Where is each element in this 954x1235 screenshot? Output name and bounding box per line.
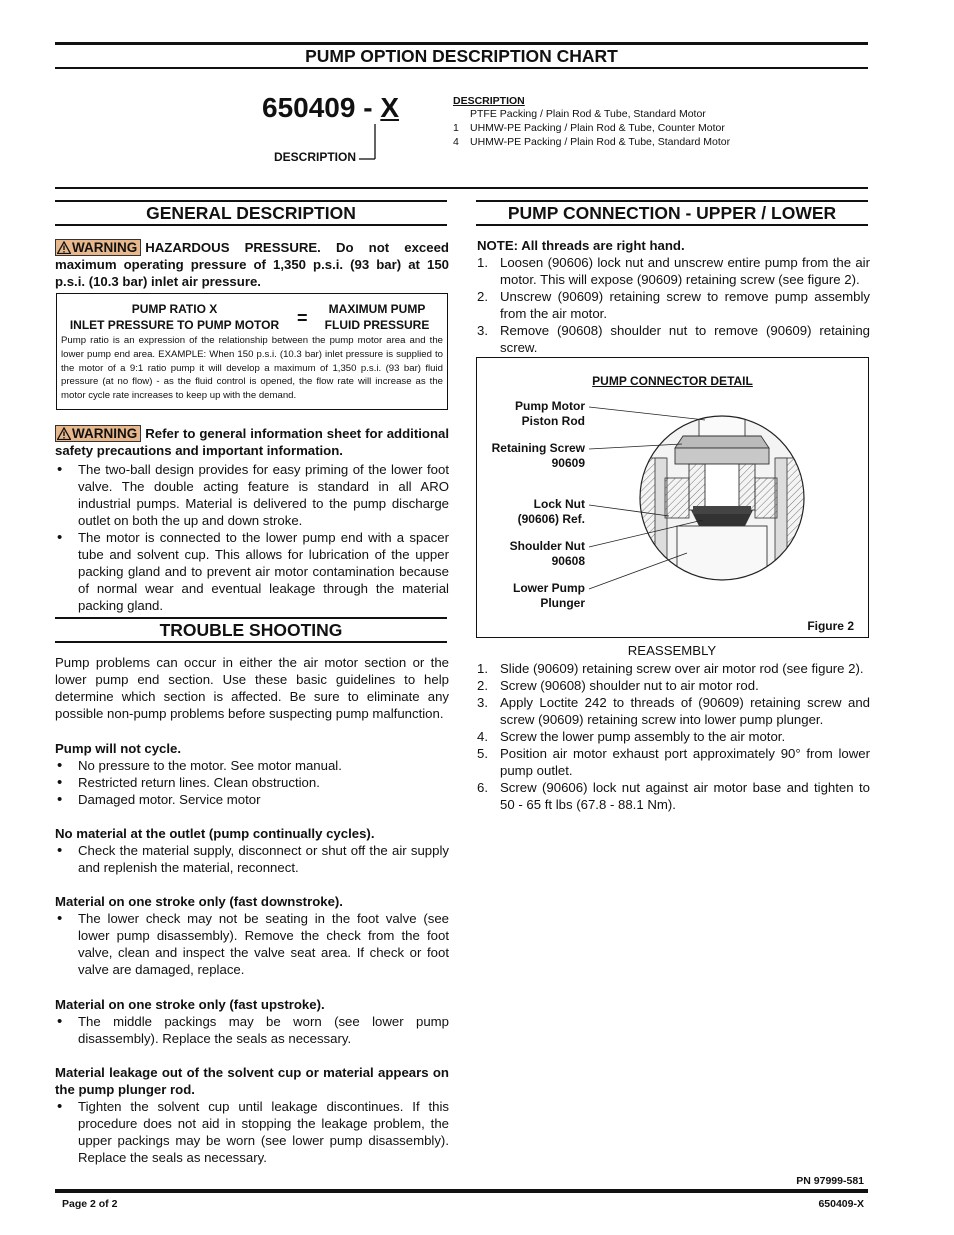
list-item: • The two-ball design provides for easy priming of the lower foot valve. The double acting feature is standard in all ARO industrial pumps. Material is delivered to the pump discharge outlet on both the up and down stroke. bbox=[57, 461, 449, 528]
connection-steps bbox=[477, 254, 870, 356]
trouble-heading: Material on one stroke only (fast downstroke). bbox=[55, 894, 343, 909]
trouble-heading: Material leakage out of the solvent cup or material appears on the pump plunger rod. bbox=[55, 1065, 449, 1097]
warning-pressure: WARNING HAZARDOUS PRESSURE. Do not exceed maximum operating pressure of 1,350 p.s.i. (93 bar) at 150 p.s.i. (10.3 bar) inlet air pressure. bbox=[55, 240, 449, 289]
trouble-list bbox=[55, 842, 449, 876]
model-base: 650409 - bbox=[262, 92, 373, 123]
option-item: 4 UHMW-PE Packing / Plain Rod & Tube, Standard Motor bbox=[453, 136, 731, 148]
ratio-right: MAXIMUM PUMP FLUID PRESSURE bbox=[324, 302, 430, 332]
trouble-heading: No material at the outlet (pump continually cycles). bbox=[55, 826, 375, 841]
list-item: • The lower check may not be seating in the foot valve (see lower pump disassembly). Remove the check from the foot valve, clean and inspect the valve seat area. If check or foot valve are damaged, replace. bbox=[57, 910, 449, 977]
trouble-title: TROUBLE SHOOTING bbox=[159, 620, 343, 640]
ratio-equals: = bbox=[297, 308, 308, 328]
list-item: • The motor is connected to the lower pump end with a spacer tube and solvent cup. This allows for lubrication of the upper packing gland and to prevent air motor contamination because of normal wear and eventual leakage through the material packing gland. bbox=[57, 529, 449, 613]
list-item: 4. Screw the lower pump assembly to the air motor. bbox=[477, 729, 786, 744]
list-item: 3. Remove (90608) shoulder nut to remove (90609) retaining screw. bbox=[477, 323, 870, 355]
warning-badge: WARNING bbox=[55, 239, 141, 256]
trouble-heading: Material on one stroke only (fast upstroke). bbox=[55, 997, 325, 1012]
figure-title: PUMP CONNECTOR DETAIL bbox=[592, 374, 753, 388]
option-item: PTFE Packing / Plain Rod & Tube, Standard Motor bbox=[470, 108, 706, 120]
page-number: Page 2 of 2 bbox=[62, 1198, 118, 1210]
label-lock-nut: Lock Nut (90606) Ref. bbox=[517, 497, 585, 526]
options-list bbox=[453, 107, 730, 149]
list-item: • Tighten the solvent cup until leakage discontinues. If this procedure does not aid in stopping the leakage problem, the upper packings may be worn (see lower pump disassembly). Replace the seals as necessary. bbox=[57, 1098, 449, 1165]
page-title: PUMP OPTION DESCRIPTION CHART bbox=[305, 46, 618, 66]
reassembly-title: REASSEMBLY bbox=[627, 643, 717, 658]
label-lower-plunger: Lower Pump Plunger bbox=[512, 581, 585, 610]
list-item: 6. Screw (90606) lock nut against air motor base and tighten to 50 - 65 ft lbs (67.8 - 88.1 Nm). bbox=[477, 780, 870, 812]
figure-caption: Figure 2 bbox=[807, 619, 854, 633]
label-shoulder-nut: Shoulder Nut 90608 bbox=[509, 539, 585, 568]
description-bracket bbox=[355, 118, 395, 163]
pump-ratio-box bbox=[56, 293, 448, 410]
list-item: 3. Apply Loctite 242 to threads of (90609) retaining screw and screw (90609) retaining screw into lower pump plunger. bbox=[477, 695, 870, 727]
trouble-list bbox=[55, 757, 449, 808]
list-item: • Restricted return lines. Clean obstruction. bbox=[57, 774, 320, 791]
list-item: 2. Screw (90608) shoulder nut to air motor rod. bbox=[477, 678, 759, 693]
list-item: 1. Loosen (90606) lock nut and unscrew entire pump from the air motor. This will expose (90609) retaining screw (see figure 2). bbox=[477, 255, 870, 287]
trouble-rule-top bbox=[55, 617, 447, 619]
connection-rule-top bbox=[476, 200, 868, 202]
options-heading: DESCRIPTION bbox=[453, 95, 525, 107]
trouble-list bbox=[55, 910, 449, 978]
model-suffix: X bbox=[380, 92, 400, 123]
trouble-list bbox=[55, 1098, 449, 1166]
title-rule bbox=[55, 67, 868, 69]
general-rule-top bbox=[55, 200, 447, 202]
list-item: • Damaged motor. Service motor bbox=[57, 791, 261, 808]
list-item: 2. Unscrew (90609) retaining screw to remove pump assembly from the air motor. bbox=[477, 289, 870, 321]
footer-model: 650409-X bbox=[818, 1198, 864, 1210]
ratio-left: PUMP RATIO X INLET PRESSURE TO PUMP MOTOR bbox=[69, 302, 280, 332]
trouble-rule-bottom bbox=[55, 641, 447, 643]
top-rule bbox=[55, 42, 868, 45]
pump-connector-drawing bbox=[477, 358, 868, 637]
list-item: 1. Slide (90609) retaining screw over air motor rod (see figure 2). bbox=[477, 661, 864, 676]
warning-safety: WARNING Refer to general information sheet for additional safety precautions and important information. bbox=[55, 426, 449, 458]
option-item: 1 UHMW-PE Packing / Plain Rod & Tube, Counter Motor bbox=[453, 122, 725, 134]
connection-title: PUMP CONNECTION - UPPER / LOWER bbox=[507, 203, 837, 223]
model-description-label: DESCRIPTION bbox=[274, 150, 357, 164]
list-item: 5. Position air motor exhaust port approximately 90° from lower pump outlet. bbox=[477, 746, 870, 778]
general-bullets bbox=[55, 461, 449, 614]
ratio-note: Pump ratio is an expression of the relationship between the pump motor area and the lower pump end area. EXAMPLE: When 150 p.s.i. (10.3 bar) inlet pressure is supplied to the motor of a 9:1 ratio pump it will develop a maximum of 1,350 p.s.i. (93 bar) fluid pressure (at no flow) - as the fluid control is opened, the flow rate will increase as the motor cycle rate increases to keep up with the demand. bbox=[61, 335, 443, 402]
label-piston-rod: Pump Motor Piston Rod bbox=[515, 399, 585, 428]
list-item: • Check the material supply, disconnect or shut off the air supply and replenish the material, reconnect. bbox=[57, 842, 449, 875]
list-item: • No pressure to the motor. See motor manual. bbox=[57, 757, 342, 774]
header-bottom-rule bbox=[55, 187, 868, 189]
warning-triangle-icon bbox=[57, 241, 71, 254]
part-number: PN 97999-581 bbox=[796, 1175, 864, 1187]
warning-triangle-icon bbox=[57, 427, 71, 440]
connection-rule-bottom bbox=[476, 224, 868, 226]
trouble-list bbox=[55, 1013, 449, 1047]
trouble-intro: Pump problems can occur in either the air motor section or the lower pump end section. Use these basic guidelines to help determine which section is affected. Be sure to eliminate any possible non-pump problems before suspecting pump malfunction. bbox=[55, 655, 449, 721]
warning-badge: WARNING bbox=[55, 425, 141, 442]
general-rule-bottom bbox=[55, 224, 447, 226]
footer-rule bbox=[55, 1189, 868, 1193]
figure-box bbox=[476, 357, 869, 638]
list-item: • The middle packings may be worn (see lower pump disassembly). Replace the seals as necessary. bbox=[57, 1013, 449, 1046]
reassembly-steps bbox=[477, 660, 870, 813]
general-title: GENERAL DESCRIPTION bbox=[146, 203, 356, 223]
threads-note: NOTE: All threads are right hand. bbox=[477, 238, 685, 253]
label-retaining-screw: Retaining Screw 90609 bbox=[491, 441, 585, 470]
trouble-heading: Pump will not cycle. bbox=[55, 741, 182, 756]
